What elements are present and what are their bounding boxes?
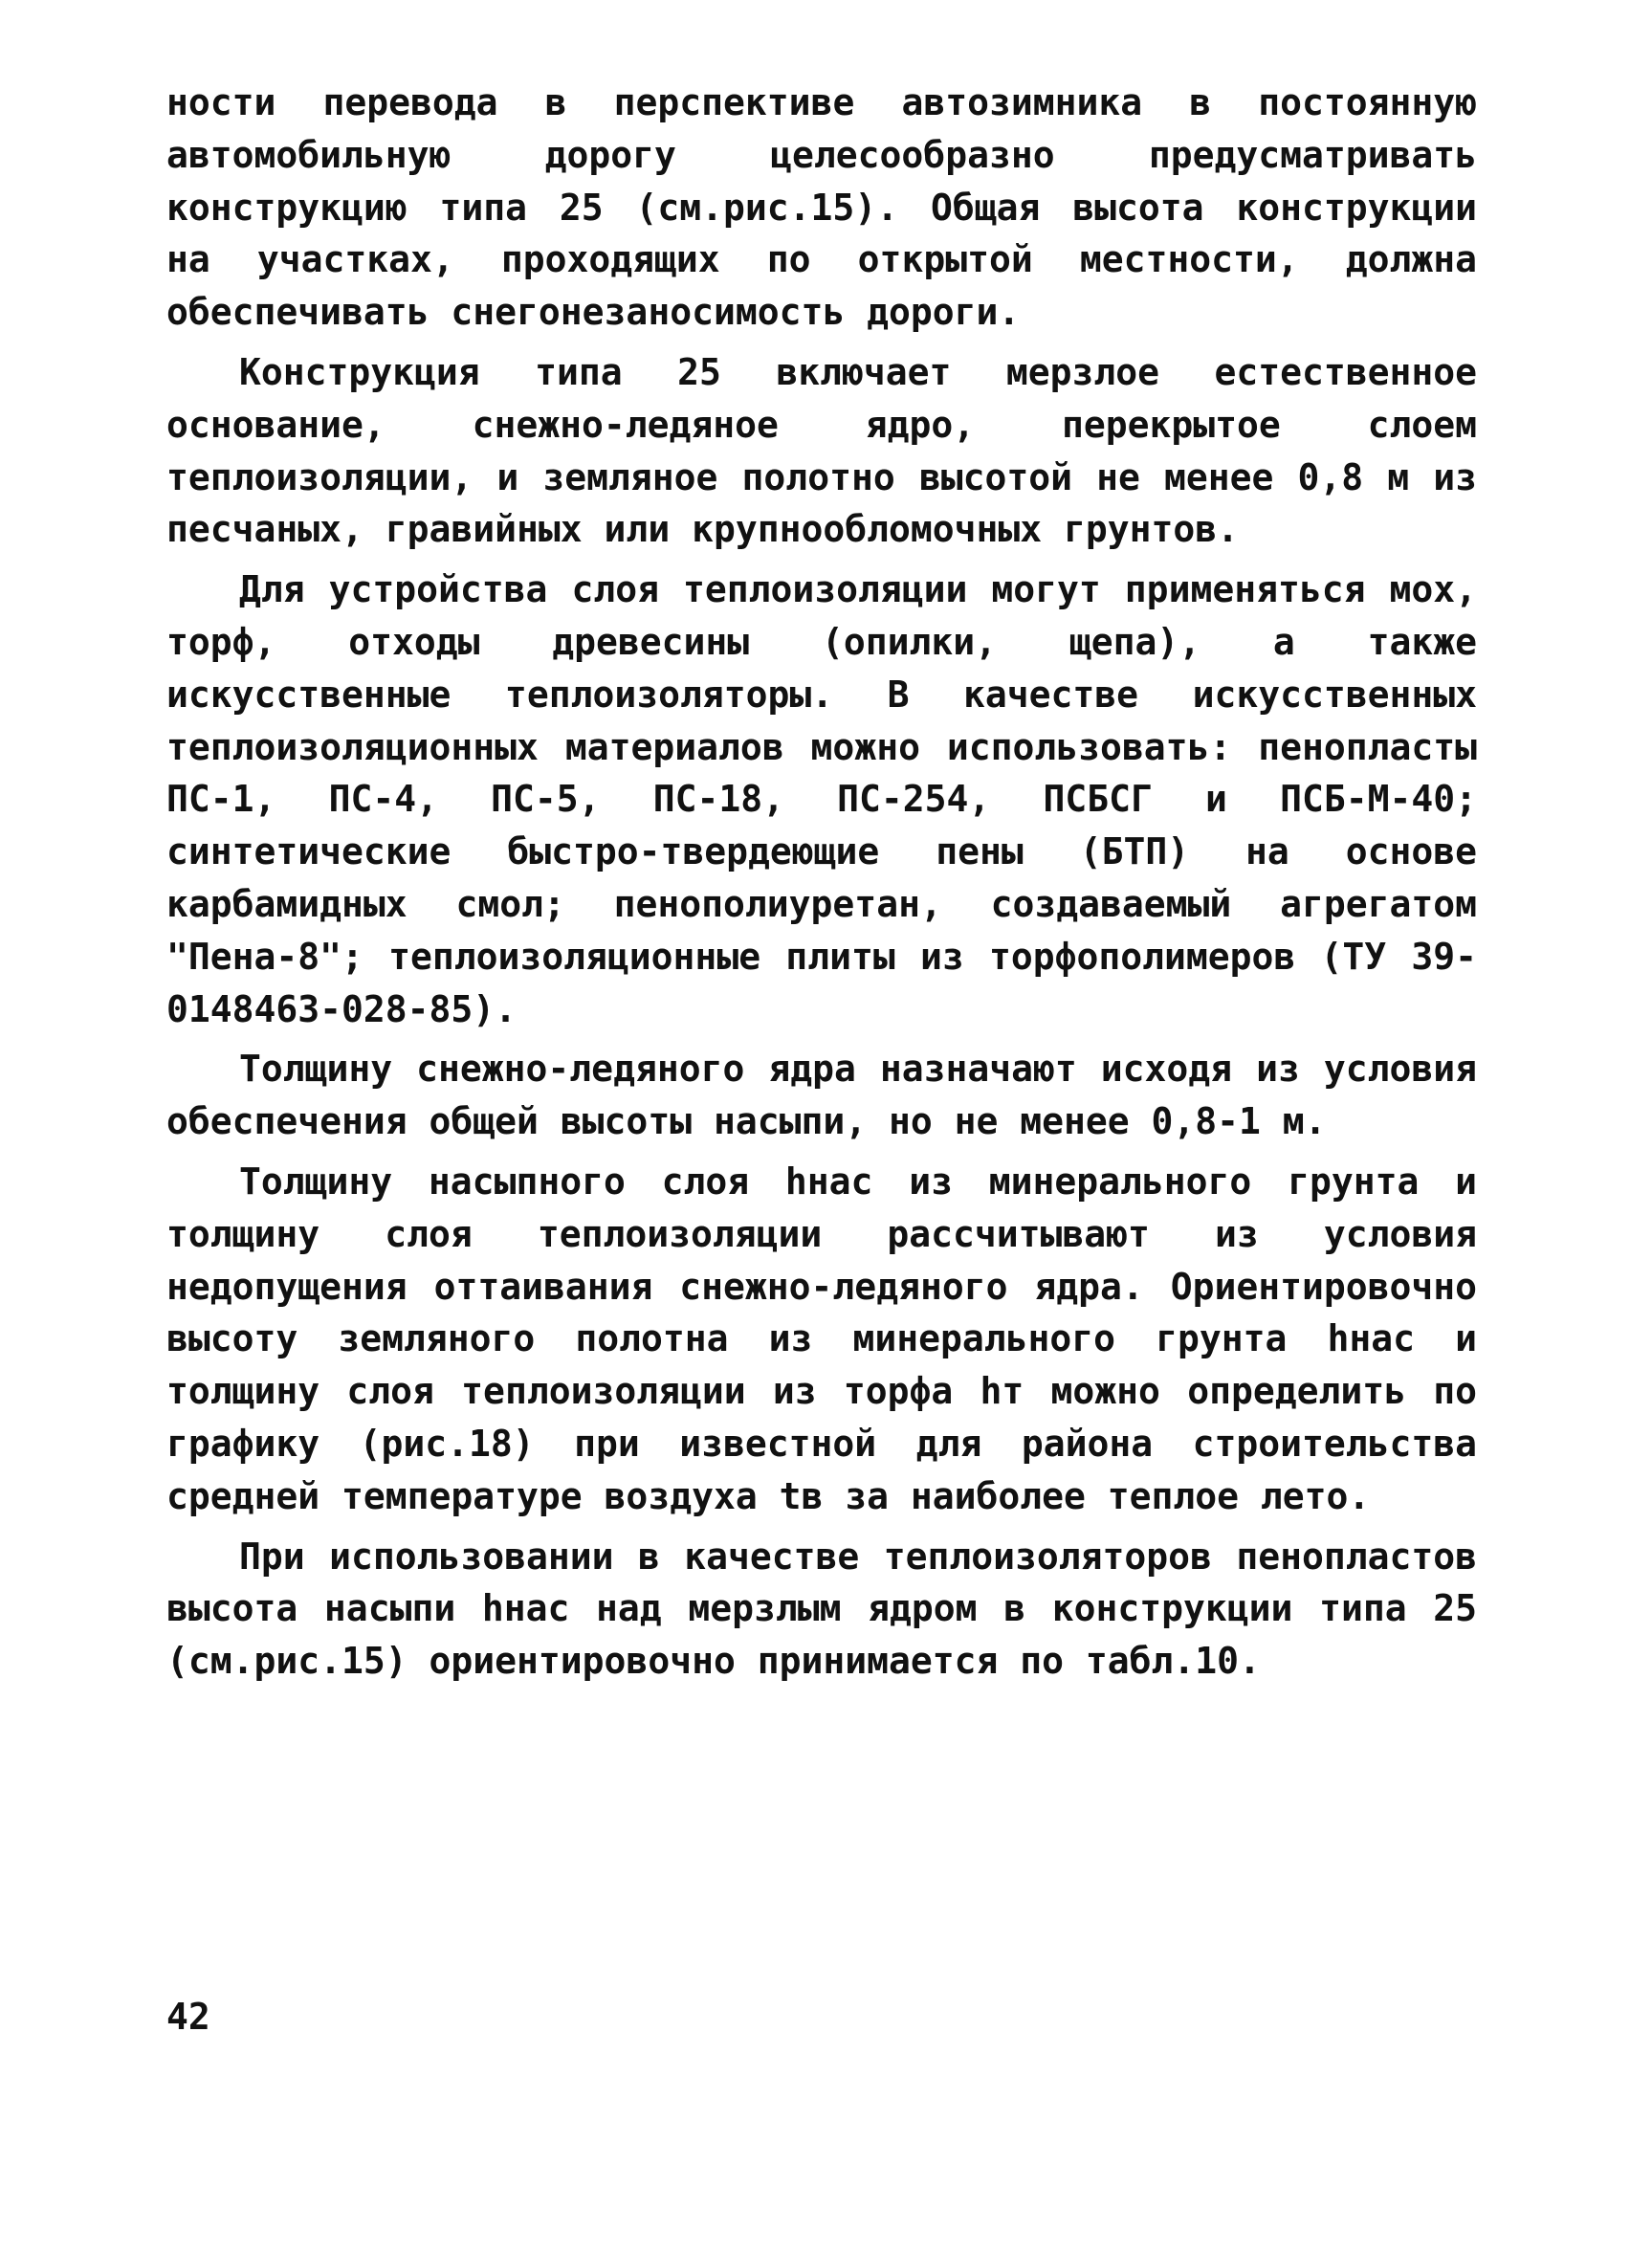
page-number: 42 — [166, 1996, 210, 2038]
paragraph-insulation-materials: Для устройства слоя теплоизоляции могут применяться мох, торф, отходы древесины (опилки, щепа), а также искусственные теплоизоляторы. В качестве искусственных теплоизоляционных материалов можно использовать: пенопласты ПС-1, ПС-4, ПС-5, ПС-18, ПС-254, ПСБСГ и ПСБ-М-40; синтетические быстро-твердеющие пены (БТП) на основе карбамидных смол; пенополиуретан, создаваемый агрегатом "Пена-8"; теплоизоляционные плиты из торфополимеров (ТУ 39-0148463-028-85). — [166, 568, 1477, 1030]
paragraph-continuation: ности перевода в перспективе автозимника в постоянную автомобильную дорогу целесообразно предусматривать конструкцию типа 25 (см.рис.15). Общая высота конструкции на участках, проходящих по открытой местности, должна обеспечивать снегонезаносимость дороги. — [166, 81, 1477, 334]
paragraph-construction-type-25: Конструкция типа 25 включает мерзлое естественное основание, снежно-ледяное ядро, перекрытое слоем теплоизоляции, и земляное полотно высотой не менее 0,8 м из песчаных, гравийных или крупнообломочных грунтов. — [166, 350, 1477, 551]
paragraph-fill-layer-thickness: Толщину насыпного слоя hнас из минерального грунта и толщину слоя теплоизоляции рассчитывают из условия недопущения оттаивания снежно-ледяного ядра. Ориентировочно высоту земляного полотна из минерального грунта hнас и толщину слоя теплоизоляции из торфа hт можно определить по графику (рис.18) при известной для района строительства средней температуре воздуха tв за наиболее теплое лето. — [166, 1160, 1477, 1517]
paragraph-foam-insulators: При использовании в качестве теплоизоляторов пенопластов высота насыпи hнас над мерзлым ядром в конструкции типа 25 (см.рис.15) ориентировочно принимается по табл.10. — [166, 1535, 1477, 1683]
body-text — [166, 77, 1477, 1695]
paragraph-ice-core-thickness: Толщину снежно-ледяного ядра назначают исходя из условия обеспечения общей высоты насыпи, но не менее 0,8-1 м. — [166, 1048, 1477, 1143]
